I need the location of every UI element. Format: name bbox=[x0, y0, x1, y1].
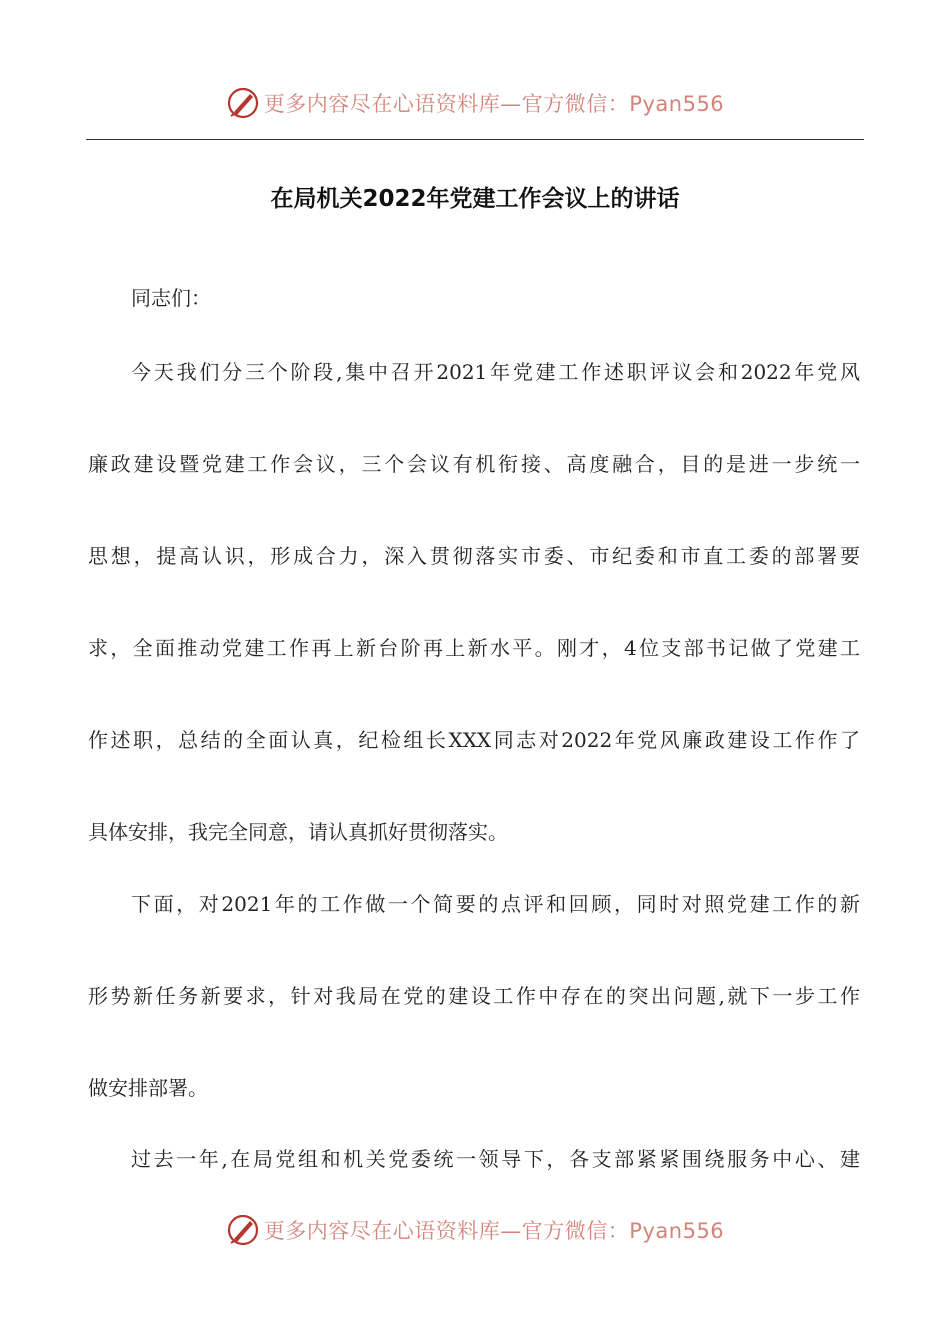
watermark-text: 更多内容尽在心语资料库—官方微信：Pyan556 bbox=[263, 92, 725, 116]
body-line: 廉政建设暨党建工作会议，三个会议有机衔接、高度融合，目的是进一步统一 bbox=[88, 452, 860, 476]
pen-logo-icon bbox=[226, 1213, 260, 1247]
body-line: 下面，对2021年的工作做一个简要的点评和回顾，同时对照党建工作的新 bbox=[131, 892, 860, 916]
header-divider bbox=[86, 139, 864, 140]
page-title: 在局机关2022年党建工作会议上的讲话 bbox=[270, 186, 680, 212]
header-watermark bbox=[0, 83, 950, 123]
body-line: 今天我们分三个阶段,集中召开2021年党建工作述职评议会和2022年党风 bbox=[131, 360, 860, 384]
body-line: 具体安排，我完全同意，请认真抓好贯彻落实。 bbox=[88, 820, 508, 844]
salutation: 同志们： bbox=[131, 286, 211, 310]
body-line: 过去一年,在局党组和机关党委统一领导下，各支部紧紧围绕服务中心、建 bbox=[131, 1147, 860, 1171]
footer-watermark bbox=[0, 1210, 950, 1250]
body-line: 作述职，总结的全面认真，纪检组长XXX同志对2022年党风廉政建设工作作了 bbox=[88, 728, 860, 752]
pen-logo-icon bbox=[226, 86, 260, 120]
watermark-text: 更多内容尽在心语资料库—官方微信：Pyan556 bbox=[263, 1219, 725, 1243]
body-line: 做安排部署。 bbox=[88, 1076, 208, 1100]
body-line: 形势新任务新要求，针对我局在党的建设工作中存在的突出问题,就下一步工作 bbox=[88, 984, 860, 1008]
body-line: 思想，提高认识，形成合力，深入贯彻落实市委、市纪委和市直工委的部署要 bbox=[88, 544, 860, 568]
body-line: 求，全面推动党建工作再上新台阶再上新水平。刚才，4位支部书记做了党建工 bbox=[88, 636, 860, 660]
